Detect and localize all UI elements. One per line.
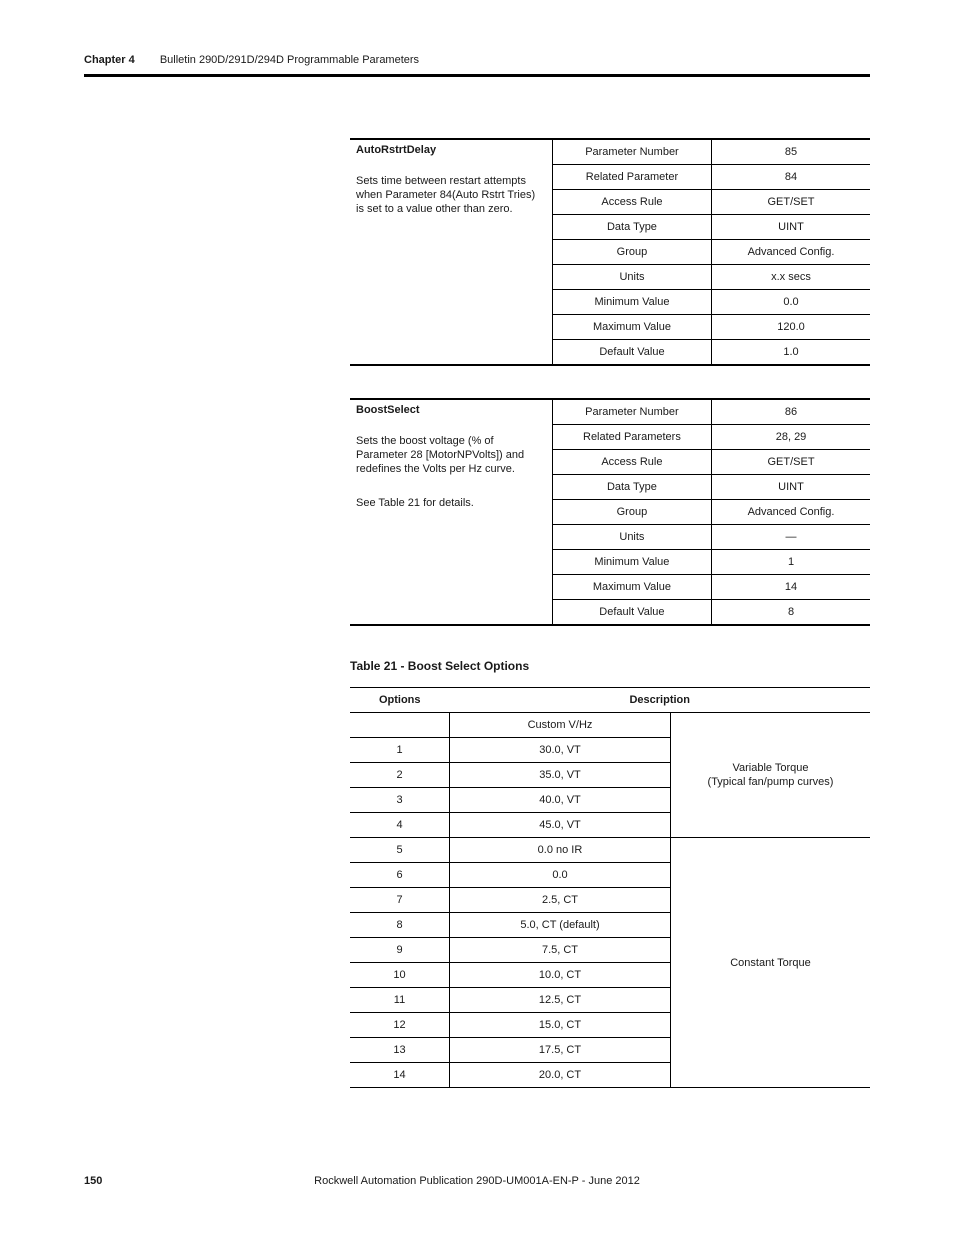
option-cell: 2	[350, 763, 450, 788]
param-value: 28, 29	[712, 425, 870, 450]
param-name: AutoRstrtDelay	[356, 144, 437, 156]
param-description-cell	[350, 399, 552, 625]
option-value: 15.0, CT	[450, 1013, 671, 1038]
param-value: GET/SET	[712, 450, 870, 475]
option-cell: 7	[350, 888, 450, 913]
param-value: UINT	[712, 215, 871, 240]
header-rule	[84, 74, 870, 77]
param-value: 120.0	[712, 315, 871, 340]
param-label: Data Type	[552, 475, 711, 500]
param-value: 84	[712, 165, 871, 190]
group-sublabel: (Typical fan/pump curves)	[707, 776, 834, 788]
param-label: Data Type	[552, 215, 711, 240]
param-label: Maximum Value	[552, 315, 711, 340]
param-label: Parameter Number	[552, 399, 711, 425]
param-label: Units	[552, 525, 711, 550]
group-label: Variable Torque	[732, 762, 809, 774]
option-value: 2.5, CT	[450, 888, 671, 913]
option-value: 0.0 no IR	[450, 838, 671, 863]
param-label: Minimum Value	[552, 550, 711, 575]
option-cell: 10	[350, 963, 450, 988]
param-value: 8	[712, 600, 870, 626]
page-number: 150	[84, 1175, 103, 1187]
param-label: Group	[552, 500, 711, 525]
option-value: Custom V/Hz	[450, 713, 671, 738]
param-note: See Table 21 for details.	[356, 497, 474, 509]
option-cell: 9	[350, 938, 450, 963]
param-label: Related Parameters	[552, 425, 711, 450]
option-value: 7.5, CT	[450, 938, 671, 963]
param-description: Sets time between restart attempts when Parameter 84(Auto Rstrt Tries) is set to a value other than zero.	[356, 175, 536, 215]
param-value: 1	[712, 550, 870, 575]
options-header: Options	[350, 688, 450, 713]
option-cell: 12	[350, 1013, 450, 1038]
option-value: 12.5, CT	[450, 988, 671, 1013]
parameter-table-autorstrtdelay	[350, 138, 870, 366]
option-cell: 6	[350, 863, 450, 888]
boost-select-options-table	[350, 687, 870, 1088]
option-value: 35.0, VT	[450, 763, 671, 788]
param-value: UINT	[712, 475, 870, 500]
chapter-label: Chapter 4	[84, 54, 135, 66]
param-value: 85	[712, 139, 871, 165]
table-row	[350, 713, 870, 738]
param-value: 14	[712, 575, 870, 600]
option-value: 5.0, CT (default)	[450, 913, 671, 938]
param-value: 86	[712, 399, 870, 425]
parameter-table-boostselect	[350, 398, 870, 626]
option-cell: 14	[350, 1063, 450, 1088]
param-label: Minimum Value	[552, 290, 711, 315]
param-label: Related Parameter	[552, 165, 711, 190]
param-value: GET/SET	[712, 190, 871, 215]
param-label: Access Rule	[552, 450, 711, 475]
param-label: Default Value	[552, 600, 711, 626]
param-value: —	[712, 525, 870, 550]
param-row	[350, 139, 870, 165]
option-cell: 13	[350, 1038, 450, 1063]
group-constant-torque: Constant Torque	[671, 838, 871, 1088]
param-value: 1.0	[712, 340, 871, 366]
option-value: 45.0, VT	[450, 813, 671, 838]
param-label: Parameter Number	[552, 139, 711, 165]
group-variable-torque	[671, 713, 871, 838]
param-label: Units	[552, 265, 711, 290]
page-header	[84, 54, 419, 66]
table-title: Table 21 - Boost Select Options	[350, 659, 530, 673]
publication-info: Rockwell Automation Publication 290D-UM001A-EN-P - June 2012	[314, 1175, 640, 1187]
param-name: BoostSelect	[356, 404, 420, 416]
param-description-cell	[350, 139, 552, 365]
option-cell: 11	[350, 988, 450, 1013]
option-value: 17.5, CT	[450, 1038, 671, 1063]
option-cell	[350, 713, 450, 738]
param-value: Advanced Config.	[712, 500, 870, 525]
table-row	[350, 838, 870, 863]
param-row	[350, 399, 870, 425]
option-cell: 4	[350, 813, 450, 838]
param-description: Sets the boost voltage (% of Parameter 28 [MotorNPVolts]) and redefines the Volts per Hz curve.	[356, 435, 525, 475]
param-label: Access Rule	[552, 190, 711, 215]
param-label: Group	[552, 240, 711, 265]
chapter-title: Bulletin 290D/291D/294D Programmable Parameters	[159, 54, 420, 66]
option-cell: 3	[350, 788, 450, 813]
param-value: 0.0	[712, 290, 871, 315]
param-value: x.x secs	[712, 265, 871, 290]
param-value: Advanced Config.	[712, 240, 871, 265]
option-value: 40.0, VT	[450, 788, 671, 813]
param-label: Default Value	[552, 340, 711, 366]
option-value: 20.0, CT	[450, 1063, 671, 1088]
option-value: 10.0, CT	[450, 963, 671, 988]
table-header-row	[350, 688, 870, 713]
param-label: Maximum Value	[552, 575, 711, 600]
description-header: Description	[450, 688, 871, 713]
option-value: 0.0	[450, 863, 671, 888]
option-cell: 5	[350, 838, 450, 863]
option-cell: 8	[350, 913, 450, 938]
option-cell: 1	[350, 738, 450, 763]
option-value: 30.0, VT	[450, 738, 671, 763]
